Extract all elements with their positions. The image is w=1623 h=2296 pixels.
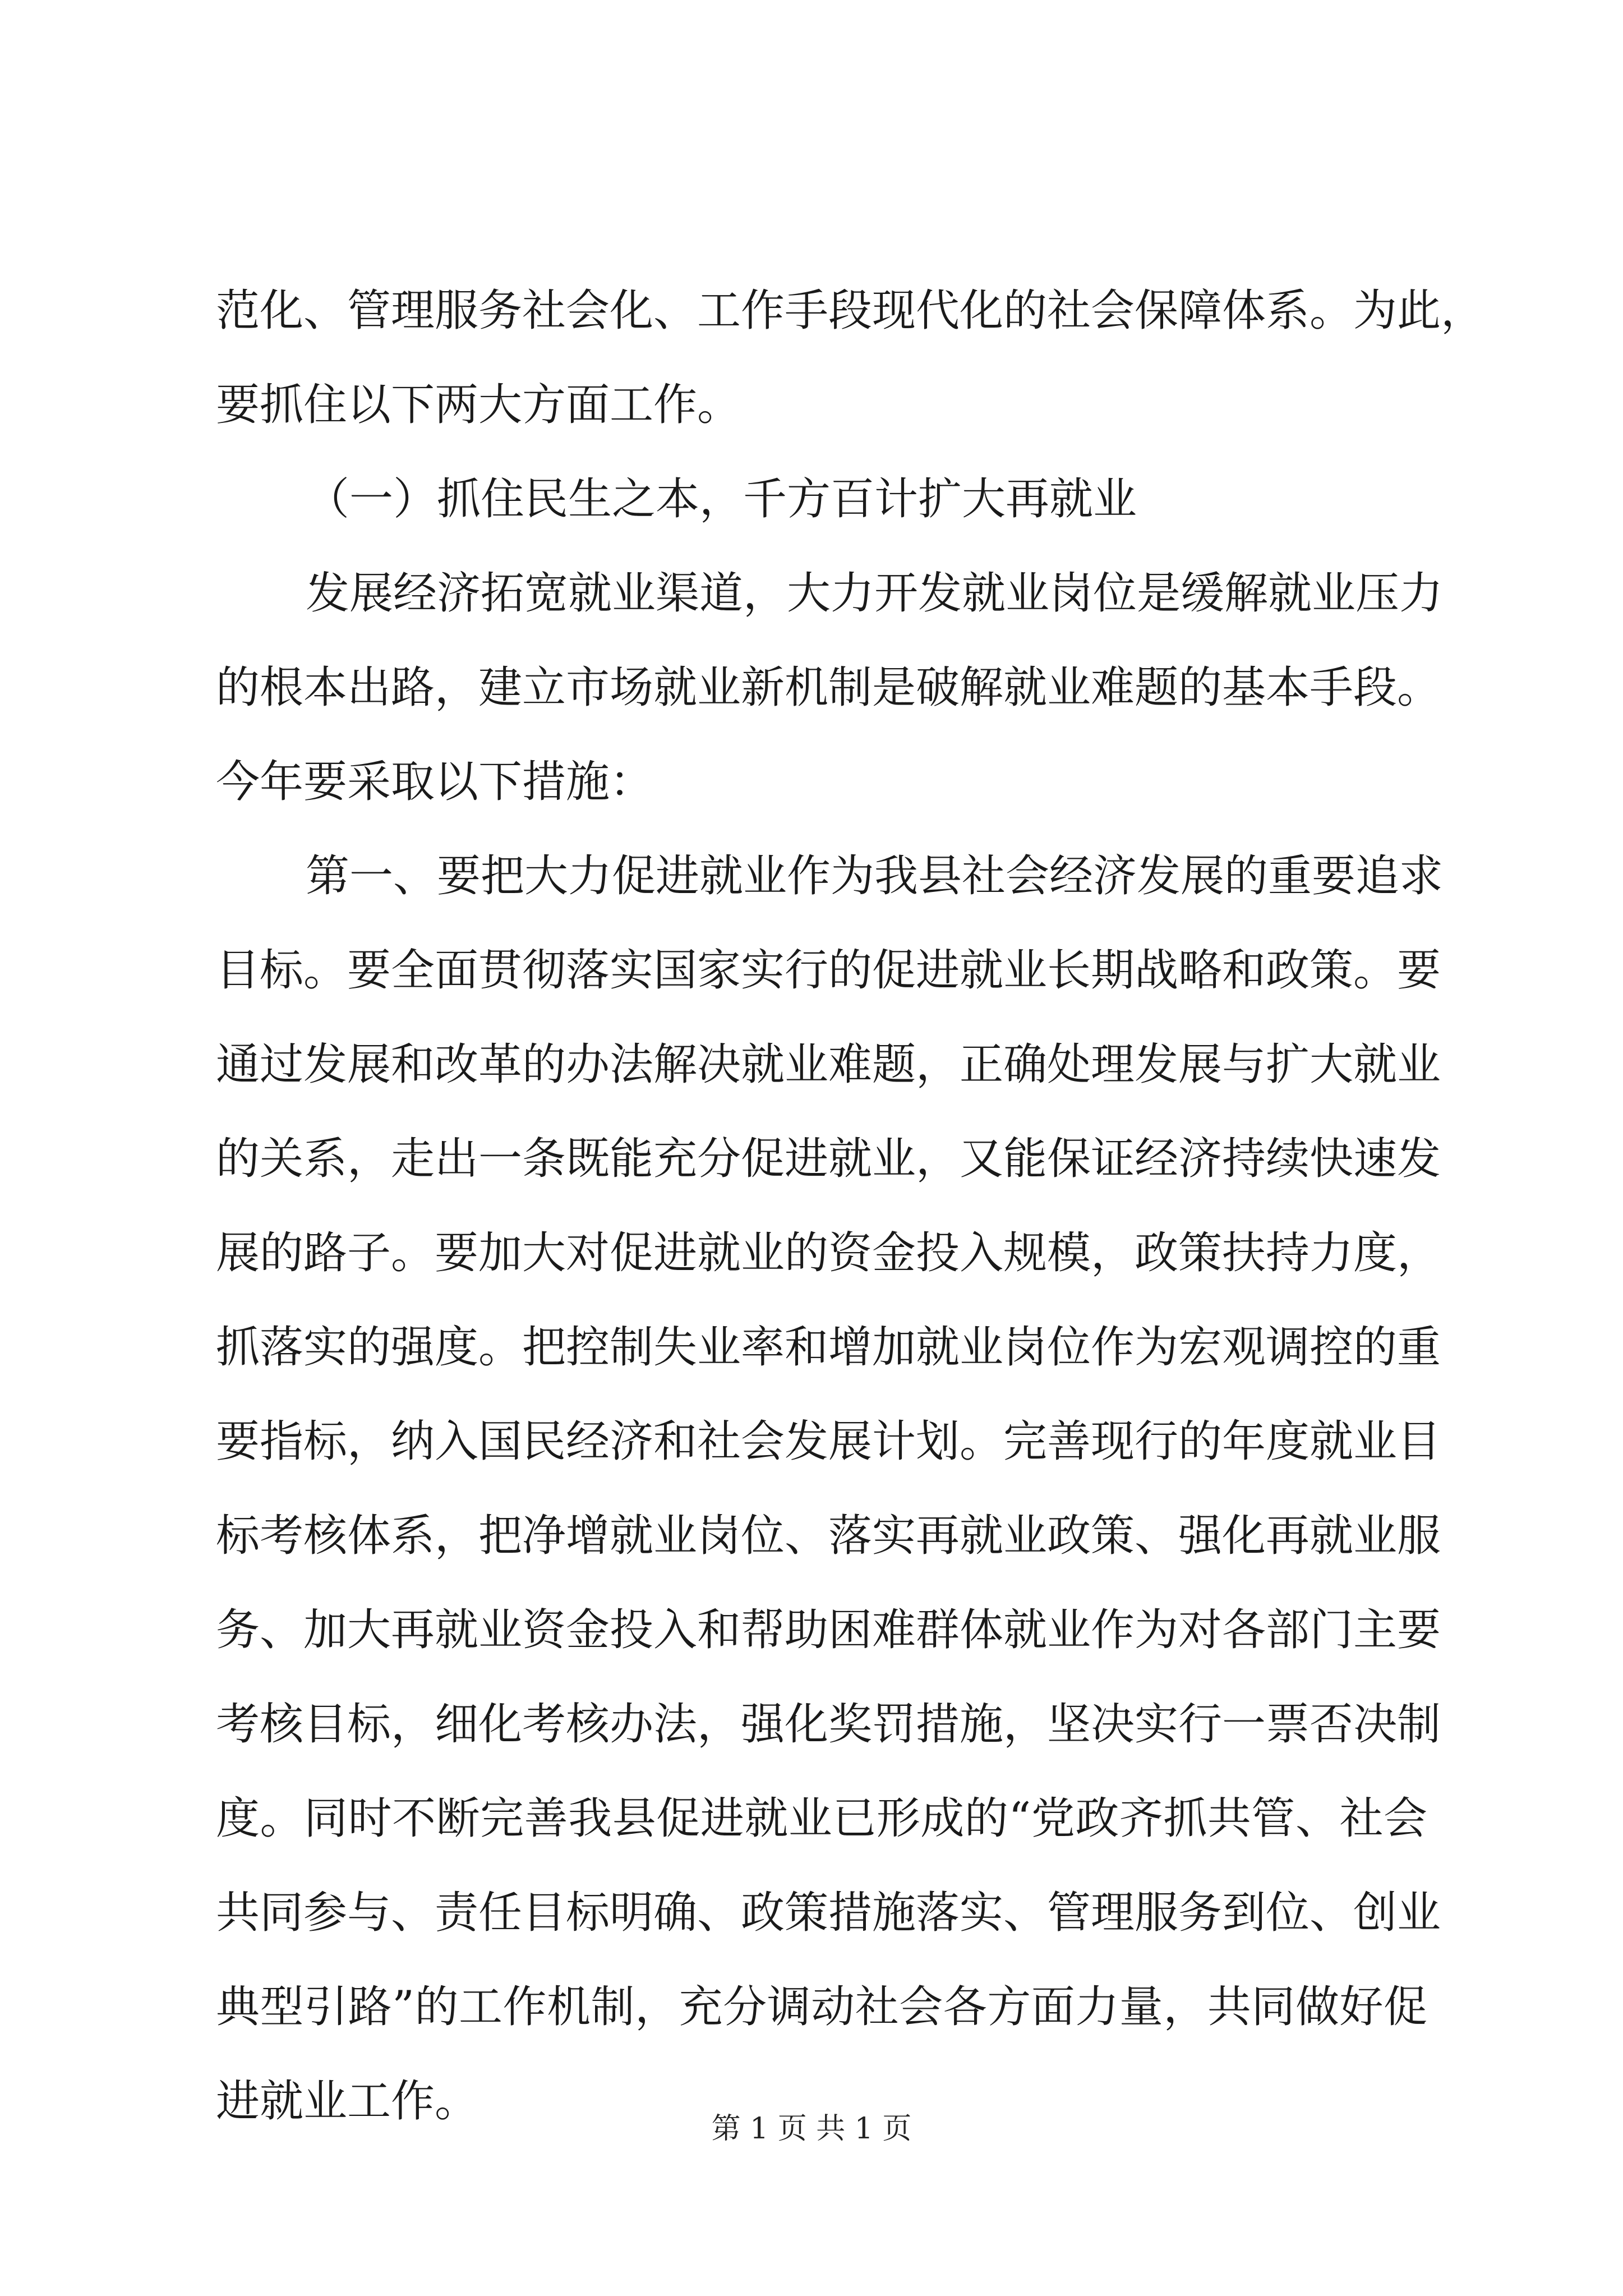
text-line: 发展经济拓宽就业渠道，大力开发就业岗位是缓解就业压力 [306,568,1444,619]
text-line: 进就业工作。 [216,2076,479,2127]
body-text [216,264,1485,2148]
text-line: 第一、要把大力促进就业作为我县社会经济发展的重要追求 [306,851,1444,901]
text-line: 考核目标，细化考核办法，强化奖罚措施，坚决实行一票否决制 [216,1699,1441,1750]
text-line: 范化、管理服务社会化、工作手段现代化的社会保障体系。为此， [216,286,1485,336]
text-line: 要抓住以下两大方面工作。 [216,380,741,430]
text-line: 抓落实的强度。把控制失业率和增加就业岗位作为宏观调控的重 [216,1322,1441,1373]
section-heading: （一）抓住民生之本，千方百计扩大再就业 [306,474,1137,524]
text-line: 标考核体系，把净增就业岗位、落实再就业政策、强化再就业服 [216,1511,1441,1561]
page-footer: 第 1 页 共 1 页 [711,2112,912,2146]
text-line: 目标。要全面贯彻落实国家实行的促进就业长期战略和政策。要 [216,945,1441,996]
text-line: 的根本出路，建立市场就业新机制是破解就业难题的基本手段。 [216,662,1441,713]
text-line: 要指标，纳入国民经济和社会发展计划。完善现行的年度就业目 [216,1416,1441,1467]
text-line: 展的路子。要加大对促进就业的资金投入规模，政策扶持力度， [216,1228,1441,1278]
text-line: 典型引路”的工作机制，充分调动社会各方面力量，共同做好促 [216,1982,1427,2032]
text-line: 度。同时不断完善我县促进就业已形成的“党政齐抓共管、社会 [216,1793,1427,1844]
text-line: 今年要采取以下措施： [216,757,654,807]
text-line: 共同参与、责任目标明确、政策措施落实、管理服务到位、创业 [216,1888,1441,1938]
text-line: 务、加大再就业资金投入和帮助困难群体就业作为对各部门主要 [216,1605,1441,1655]
text-line: 通过发展和改革的办法解决就业难题，正确处理发展与扩大就业 [216,1039,1441,1090]
text-line: 的关系，走出一条既能充分促进就业，又能保证经济持续快速发 [216,1134,1441,1184]
